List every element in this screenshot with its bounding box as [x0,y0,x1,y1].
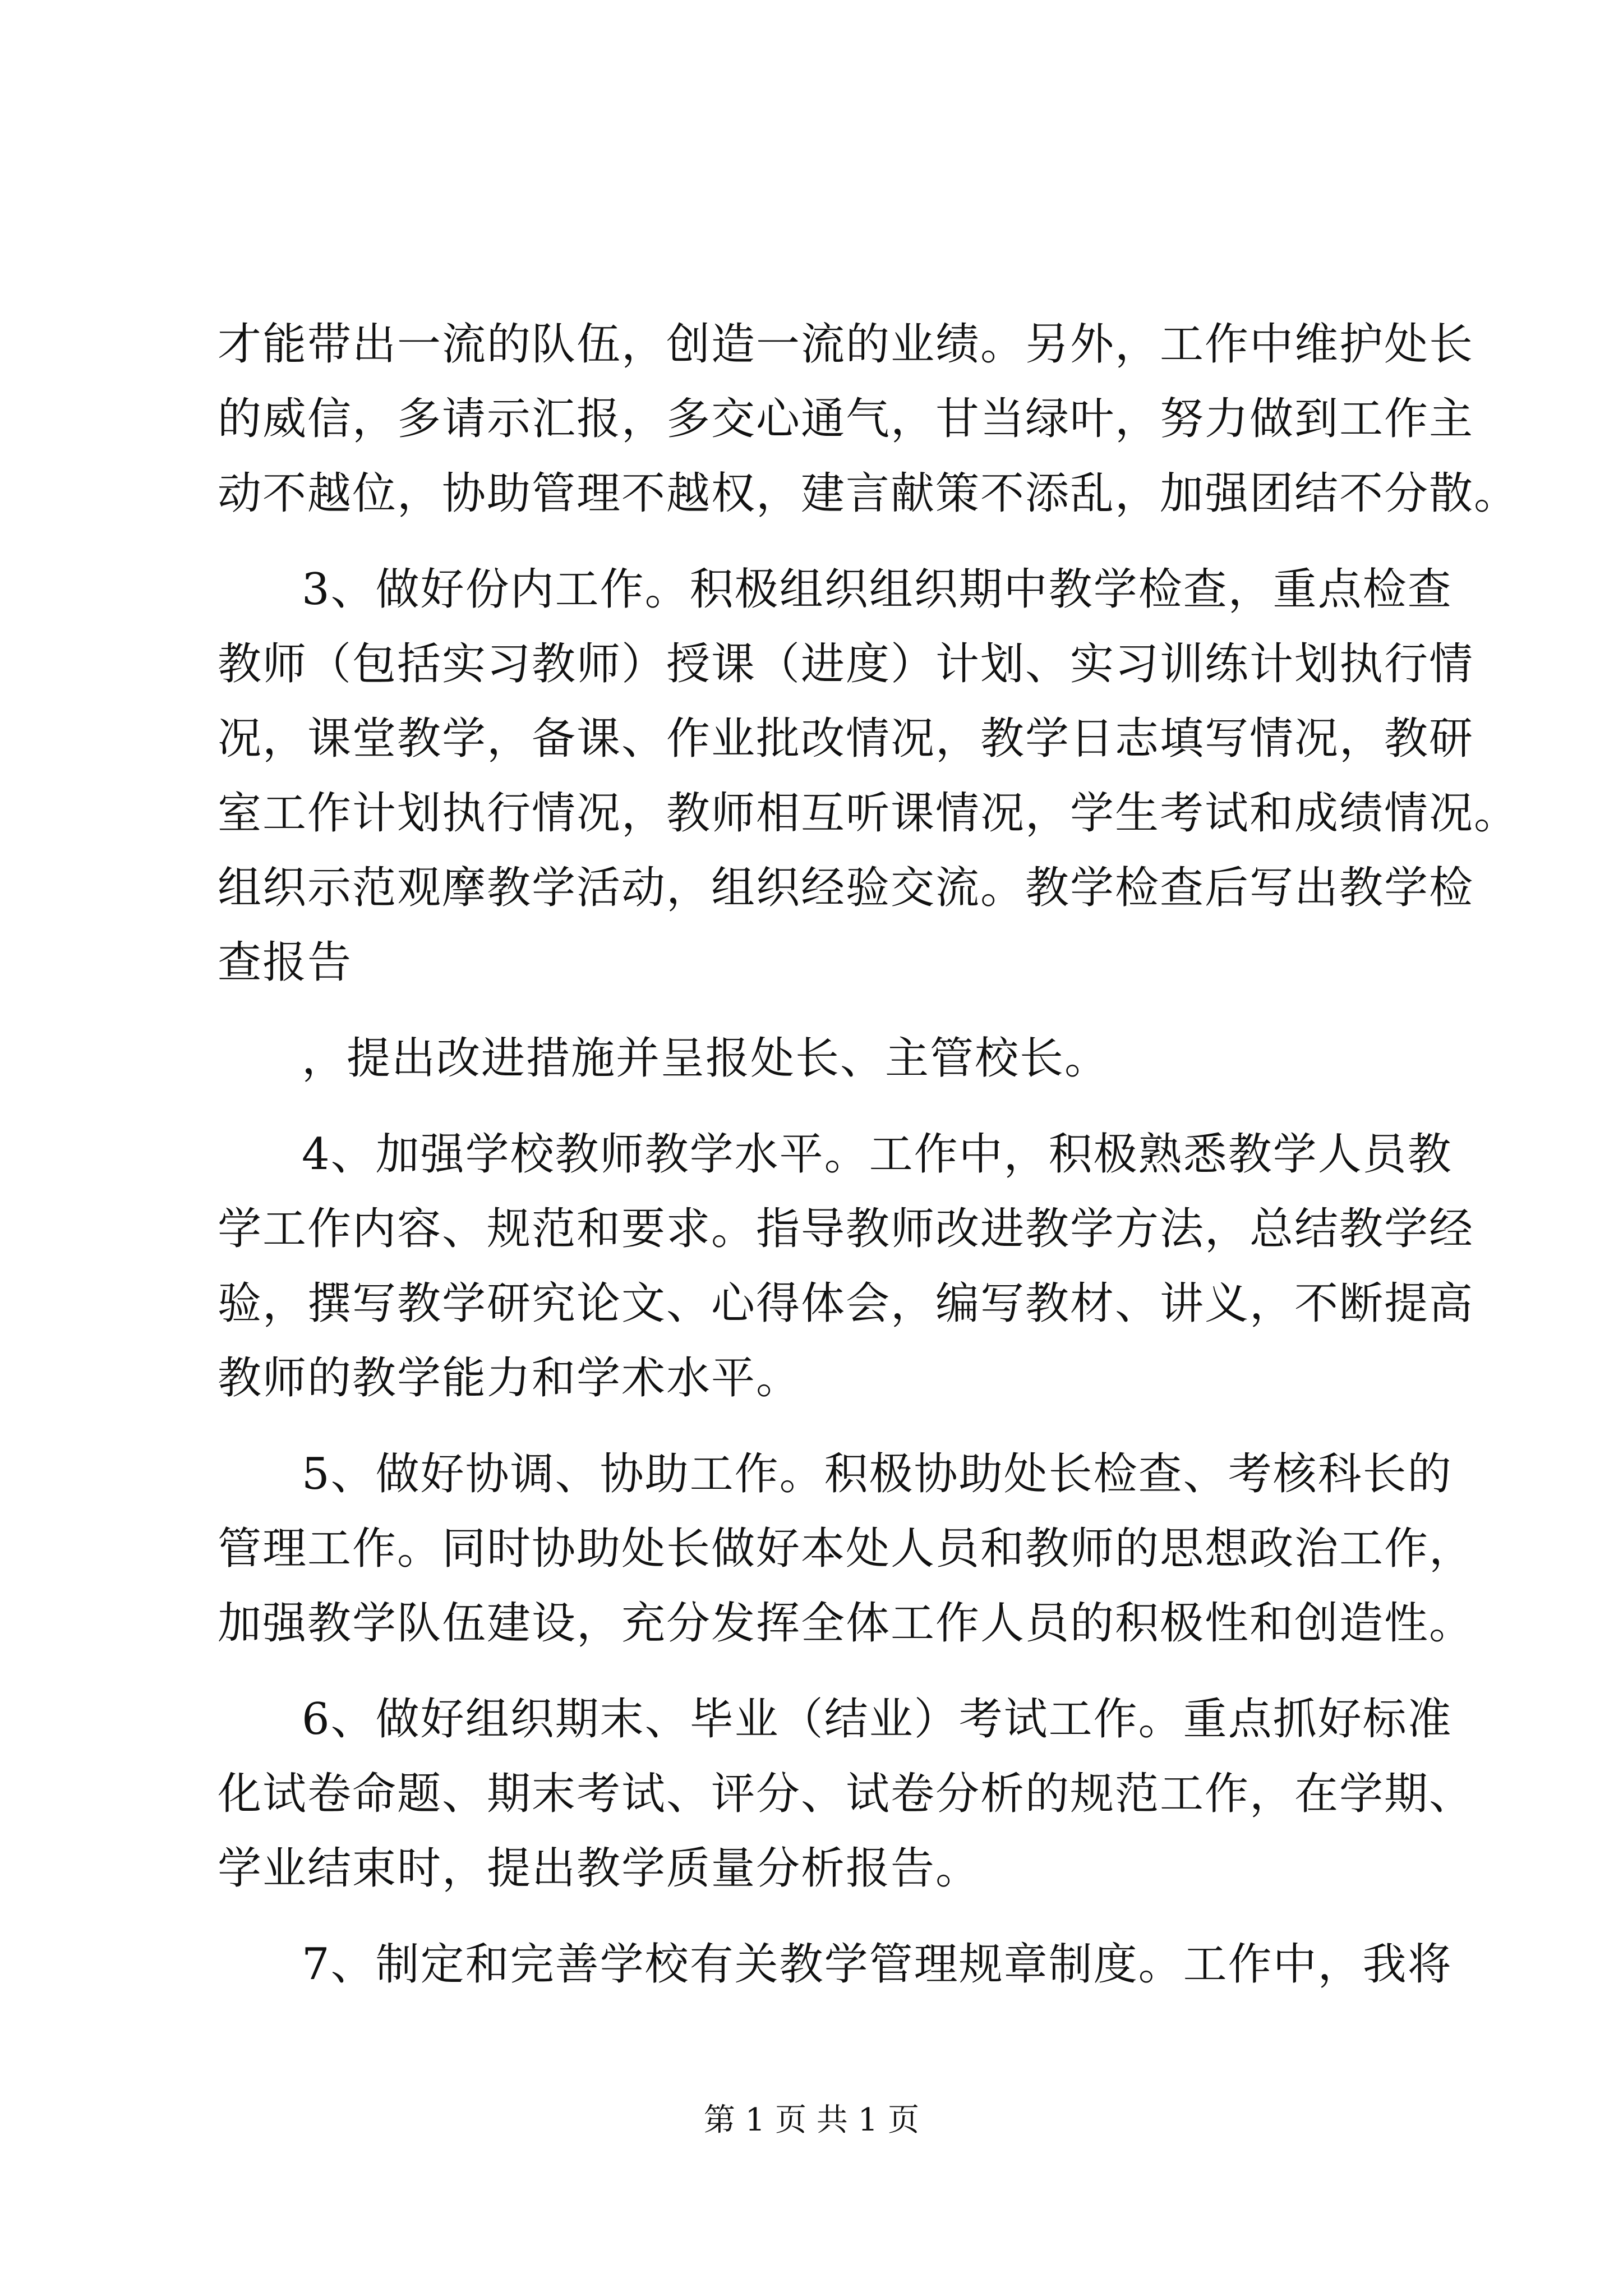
text-line: 才能带出一流的队伍，创造一流的业绩。另外，工作中维护处长 [218,319,1474,370]
paragraph-3-continuation: ，提出改进措施并呈报处长、主管校长。 [302,1033,1110,1084]
text-line: 教师的教学能力和学术水平。 [218,1353,801,1404]
page-footer [0,2098,1623,2143]
text-line: 验，撰写教学研究论文、心得体会，编写教材、讲义，不断提高 [218,1278,1474,1329]
paragraph-3-first-line: 3、做好份内工作。积极组织组织期中教学检查，重点检查 [302,564,1453,615]
paragraph-4-first-line: 4、加强学校教师教学水平。工作中，积极熟悉教学人员教 [302,1129,1453,1180]
paragraph-7-first-line: 7、制定和完善学校有关教学管理规章制度。工作中，我将 [302,1939,1453,1990]
text-line: 况，课堂教学，备课、作业批改情况，教学日志填写情况，教研 [218,714,1474,764]
paragraph-5-first-line: 5、做好协调、协助工作。积极协助处长检查、考核科长的 [302,1449,1453,1499]
text-line: 加强教学队伍建设，充分发挥全体工作人员的积极性和创造性。 [218,1598,1474,1649]
text-line: 动不越位，协助管理不越权，建言献策不添乱，加强团结不分散。 [218,468,1519,519]
paragraph-6-first-line: 6、做好组织期末、毕业（结业）考试工作。重点抓好标准 [302,1694,1453,1745]
page-number-label: 第 1 页 共 1 页 [703,2102,920,2138]
text-line: 管理工作。同时协助处长做好本处人员和教师的思想政治工作， [218,1524,1474,1574]
text-line: 化试卷命题、期末考试、评分、试卷分析的规范工作，在学期、 [218,1769,1474,1819]
text-line: 学工作内容、规范和要求。指导教师改进教学方法，总结教学经 [218,1204,1474,1254]
text-line: 教师（包括实习教师）授课（进度）计划、实习训练计划执行情 [218,639,1474,689]
text-line: 查报告 [218,937,353,988]
text-line: 学业结束时，提出教学质量分析报告。 [218,1843,981,1894]
text-line: 室工作计划执行情况，教师相互听课情况，学生考试和成绩情况。 [218,788,1519,839]
document-body [218,307,1519,2002]
text-line: 组织示范观摩教学活动，组织经验交流。教学检查后写出教学检 [218,863,1474,913]
text-line: 的威信，多请示汇报，多交心通气，甘当绿叶，努力做到工作主 [218,394,1474,444]
